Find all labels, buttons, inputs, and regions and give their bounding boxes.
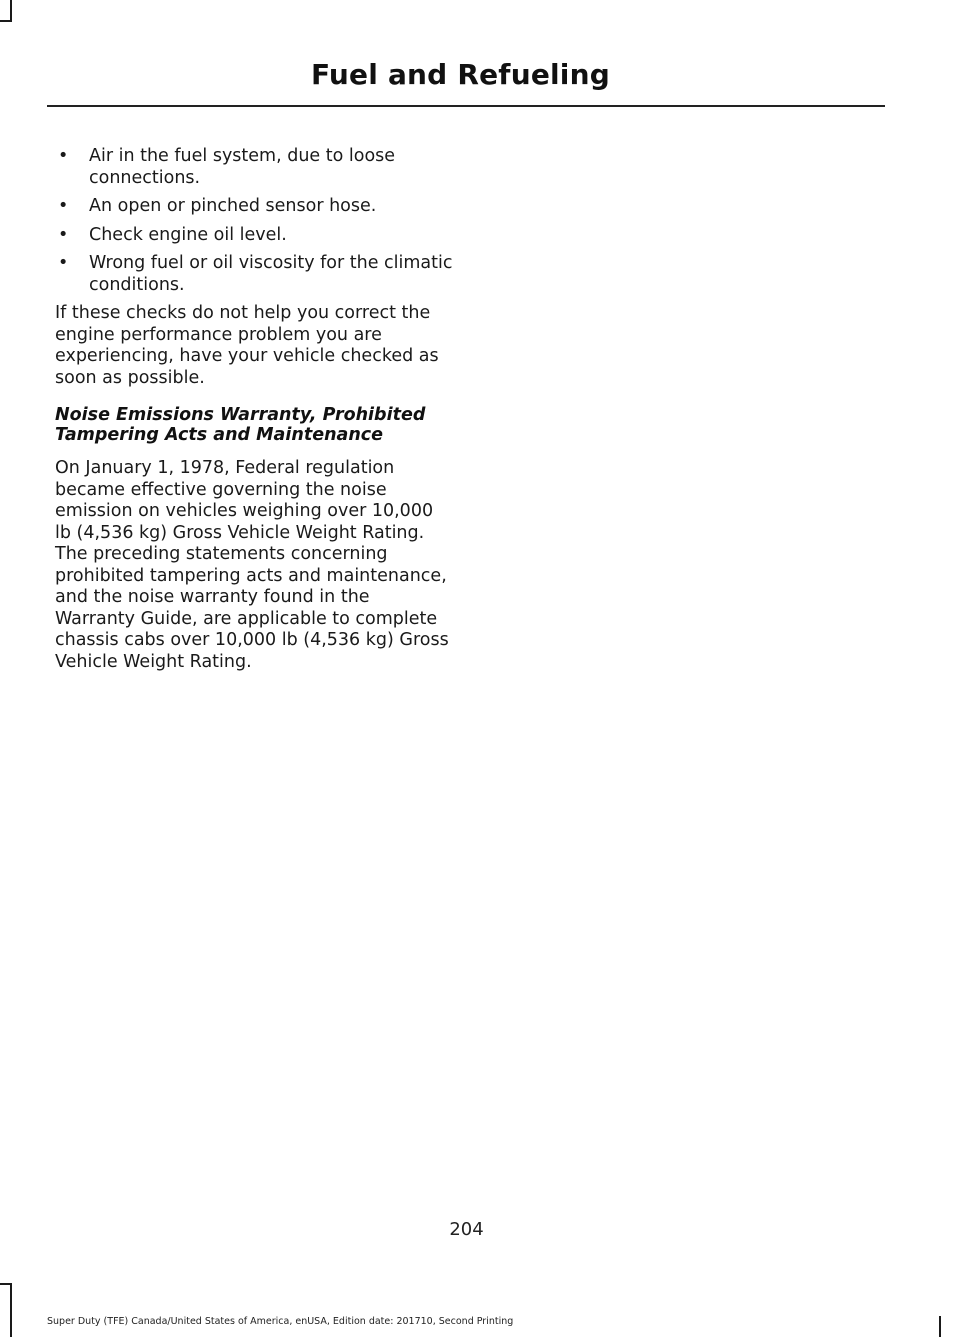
list-item-text: Wrong fuel or oil viscosity for the climatic conditions. — [89, 253, 453, 295]
list-item-text: Check engine oil level. — [89, 224, 287, 245]
list-item — [55, 253, 453, 296]
list-item-text: An open or pinched sensor hose. — [89, 196, 377, 216]
bullet-icon: • — [58, 253, 69, 273]
bullet-icon: • — [58, 146, 69, 166]
bullet-icon: • — [58, 224, 69, 245]
noise-emissions-paragraph: On January 1, 1978, Federal regulation became effective governing the noise emission on vehicles weighing over 10,000 lb (4,536 kg) Gross Vehicle Weight Rating. The preceding statements concerning prohibited tampering acts and maintenance, and the noise warranty found in the Warranty Guide, are applicable to complete chassis cabs over 10,000 lb (4,536 kg) Gross Vehicle Weight Rating. — [55, 458, 449, 672]
checks-paragraph: If these checks do not help you correct the engine performance problem you are experiencing, have your vehicle checked as soon as possible. — [55, 303, 439, 388]
list-item — [55, 225, 453, 247]
list-item-text: Air in the fuel system, due to loose connections. — [89, 146, 396, 188]
noise-emissions-heading: Noise Emissions Warranty, Prohibited Tampering Acts and Maintenance — [55, 405, 426, 445]
crop-mark-bottom-right-vertical — [939, 1316, 941, 1337]
crop-mark-top-left-vertical — [10, 0, 12, 20]
list-item — [55, 196, 453, 218]
crop-mark-top-left-horizontal — [0, 20, 12, 22]
page-number: 204 — [449, 1219, 484, 1240]
checks-list — [55, 146, 453, 296]
content-column — [55, 146, 453, 673]
footer-edition-info: Super Duty (TFE) Canada/United States of America, enUSA, Edition date: 201710, Second Printing — [47, 1316, 514, 1327]
crop-mark-bottom-left-vertical — [10, 1283, 12, 1337]
bullet-icon: • — [58, 196, 69, 216]
list-item — [55, 146, 453, 189]
crop-mark-bottom-left-horizontal — [0, 1283, 12, 1285]
header-divider — [47, 105, 885, 107]
page-title: Fuel and Refueling — [310, 58, 610, 91]
